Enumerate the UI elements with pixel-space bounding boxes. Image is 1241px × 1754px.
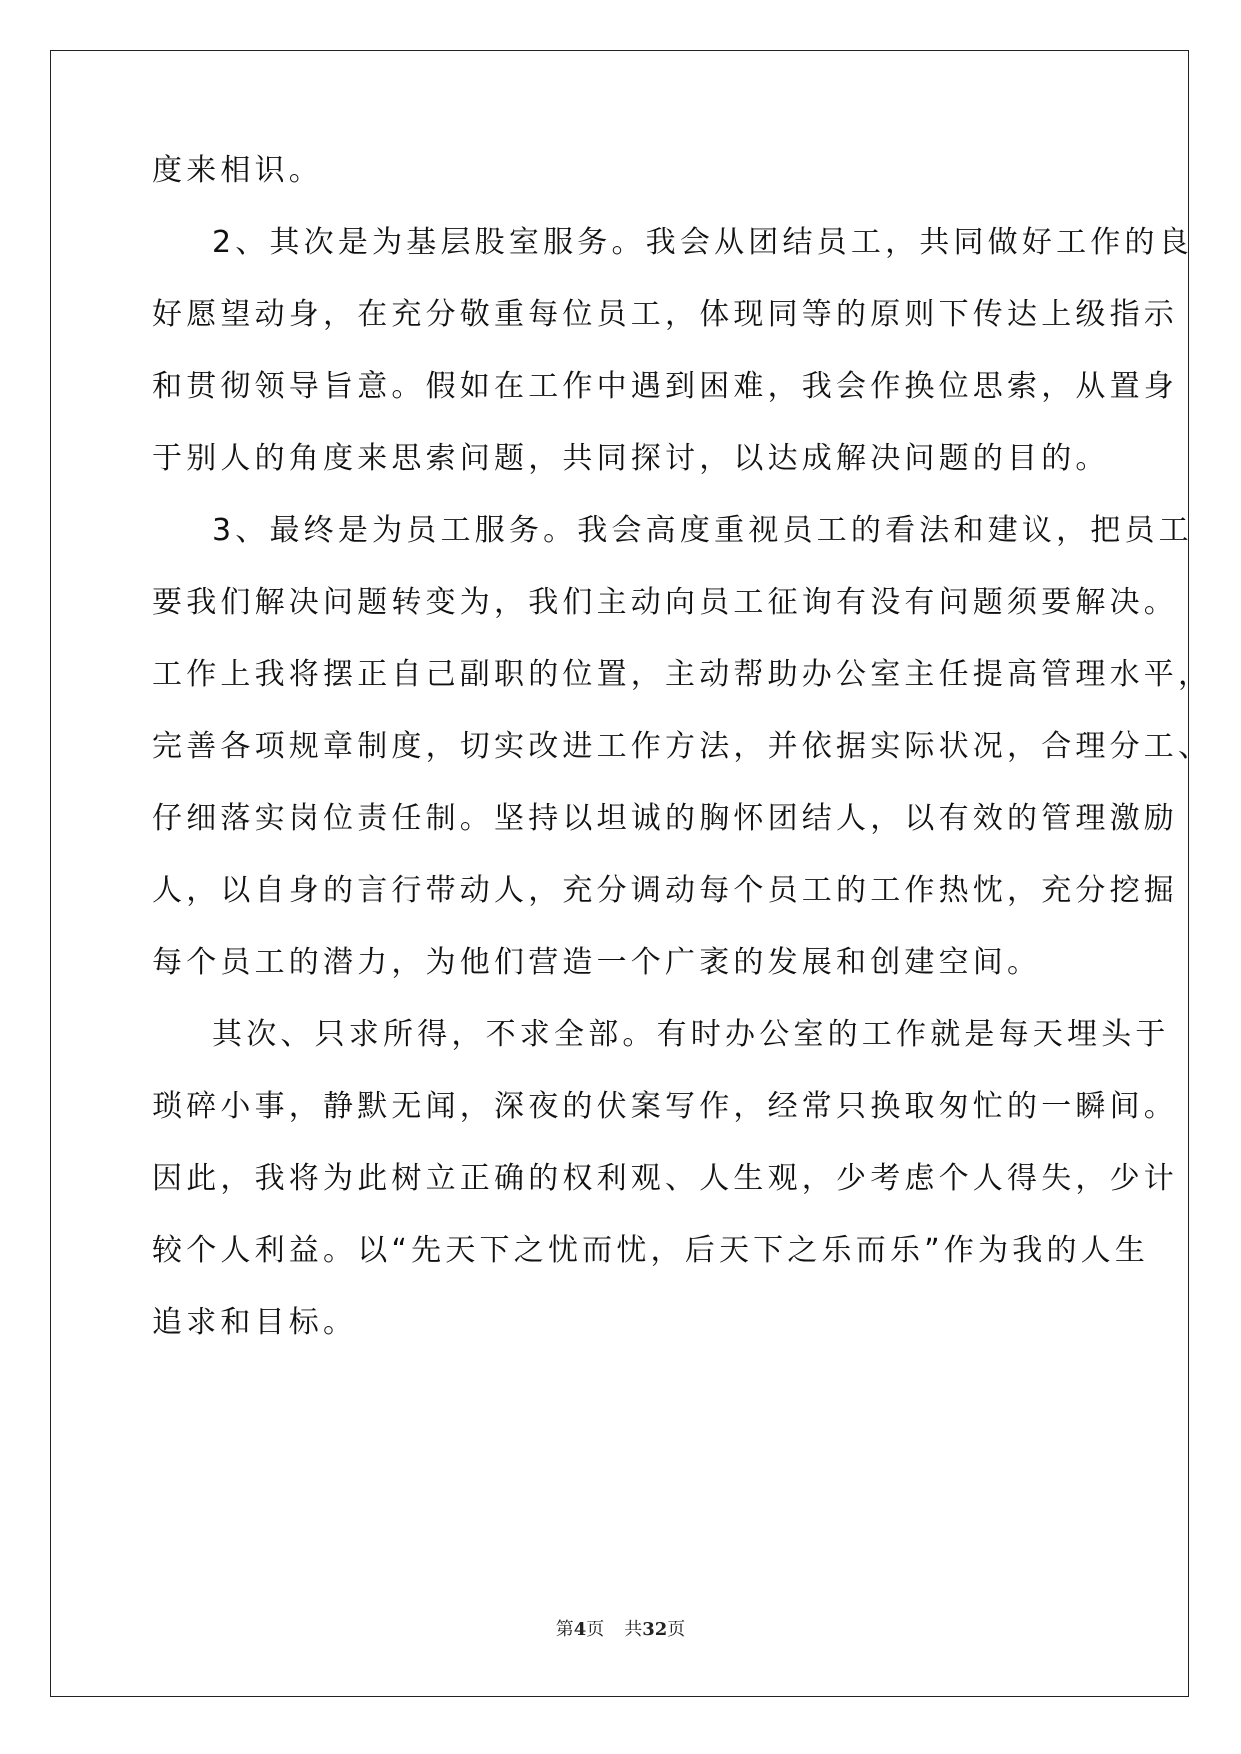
text-line: 因此，我将为此树立正确的权利观、人生观，少考虑个人得失，少计	[152, 1161, 1178, 1196]
text-line: 2、其次是为基层股室服务。我会从团结员工，共同做好工作的良	[212, 225, 1193, 260]
total-suffix: 页	[667, 1619, 686, 1640]
page-suffix: 页	[586, 1619, 605, 1640]
text-line: 好愿望动身，在充分敬重每位员工，体现同等的原则下传达上级指示	[152, 297, 1178, 332]
total-pages: 32	[642, 1619, 668, 1640]
page-number: 4	[573, 1619, 587, 1640]
text-line: 工作上我将摆正自己副职的位置，主动帮助办公室主任提高管理水平，	[152, 657, 1213, 692]
text-line: 琐碎小事，静默无闻，深夜的伏案写作，经常只换取匆忙的一瞬间。	[152, 1089, 1178, 1124]
text-line: 和贯彻领导旨意。假如在工作中遇到困难，我会作换位思索，从置身	[152, 369, 1178, 404]
total-prefix: 共	[624, 1619, 643, 1640]
text-line: 每个员工的潜力，为他们营造一个广袤的发展和创建空间。	[152, 945, 1042, 980]
text-line: 其次、只求所得，不求全部。有时办公室的工作就是每天埋头于	[212, 1017, 1170, 1052]
text-line: 于别人的角度来思索问题，共同探讨，以达成解决问题的目的。	[152, 441, 1110, 476]
text-line: 人，以自身的言行带动人，充分调动每个员工的工作热忱，充分挖掘	[152, 873, 1178, 908]
text-line: 完善各项规章制度，切实改进工作方法，并依据实际状况，合理分工、	[152, 729, 1213, 764]
text-line: 追求和目标。	[152, 1305, 358, 1340]
page-prefix: 第	[555, 1619, 574, 1640]
page-footer	[0, 1618, 1241, 1642]
text-line: 仔细落实岗位责任制。坚持以坦诚的胸怀团结人，以有效的管理激励	[152, 801, 1178, 836]
text-line: 3、最终是为员工服务。我会高度重视员工的看法和建议，把员工	[212, 513, 1193, 548]
text-line: 要我们解决问题转变为，我们主动向员工征询有没有问题须要解决。	[152, 585, 1178, 620]
text-line: 较个人利益。以“先天下之忧而忧，后天下之乐而乐”作为我的人生	[152, 1233, 1150, 1268]
text-line: 度来相识。	[152, 153, 323, 188]
